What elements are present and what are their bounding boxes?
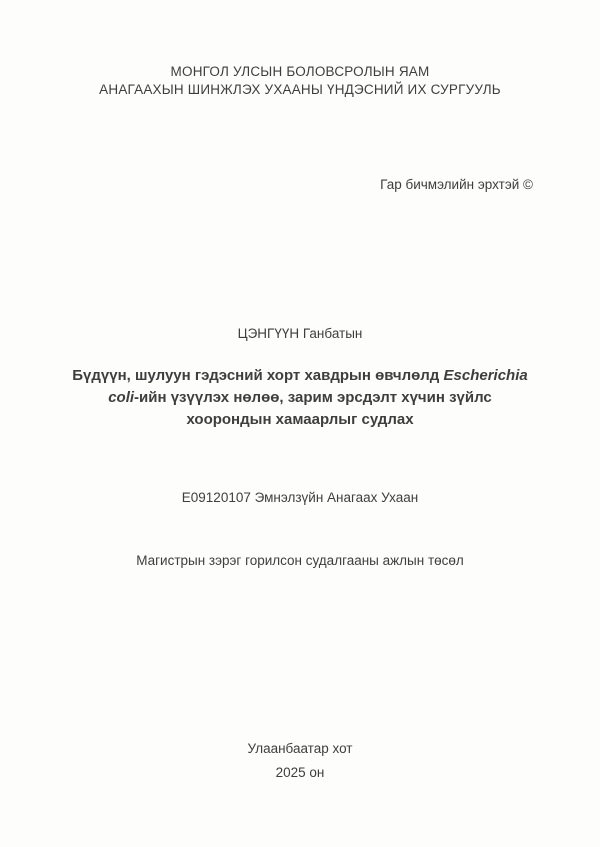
- title-species-name-part1: Escherichia: [443, 367, 528, 384]
- document-type: Магистрын зэрэг горилсон судалгааны ажлын төсөл: [136, 553, 464, 568]
- thesis-title-line-2: [70, 387, 530, 409]
- thesis-title-line-3: хоорондын хамаарлыг судлах: [186, 411, 414, 428]
- author-name: ЦЭНГҮҮН Ганбатын: [237, 326, 363, 341]
- institution-header: [0, 63, 600, 99]
- thesis-title-line-1: [70, 365, 530, 387]
- thesis-title: [0, 365, 600, 431]
- title-text-regular: Бүдүүн, шулуун гэдэсний хорт хавдрын өвчлөлд: [72, 367, 444, 384]
- manuscript-rights-notice: Гар бичмэлийн эрхтэй ©: [380, 177, 533, 192]
- title-text-regular: -ийн үзүүлэх нөлөө, зарим эрсдэлт хүчин зүйлс: [134, 389, 492, 406]
- footer-year: 2025 он: [275, 765, 325, 780]
- footer-city: Улаанбаатар хот: [247, 741, 353, 756]
- ministry-name: МОНГОЛ УЛСЫН БОЛОВСРОЛЫН ЯАМ: [170, 64, 430, 79]
- university-name: АНАГААХЫН ШИНЖЛЭХ УХААНЫ ҮНДЭСНИЙ ИХ СУРГУУЛЬ: [99, 82, 501, 97]
- title-species-name-part2: coli: [108, 389, 135, 406]
- program-code-and-field: Е09120107 Эмнэлзүйн Анагаах Ухаан: [181, 490, 419, 505]
